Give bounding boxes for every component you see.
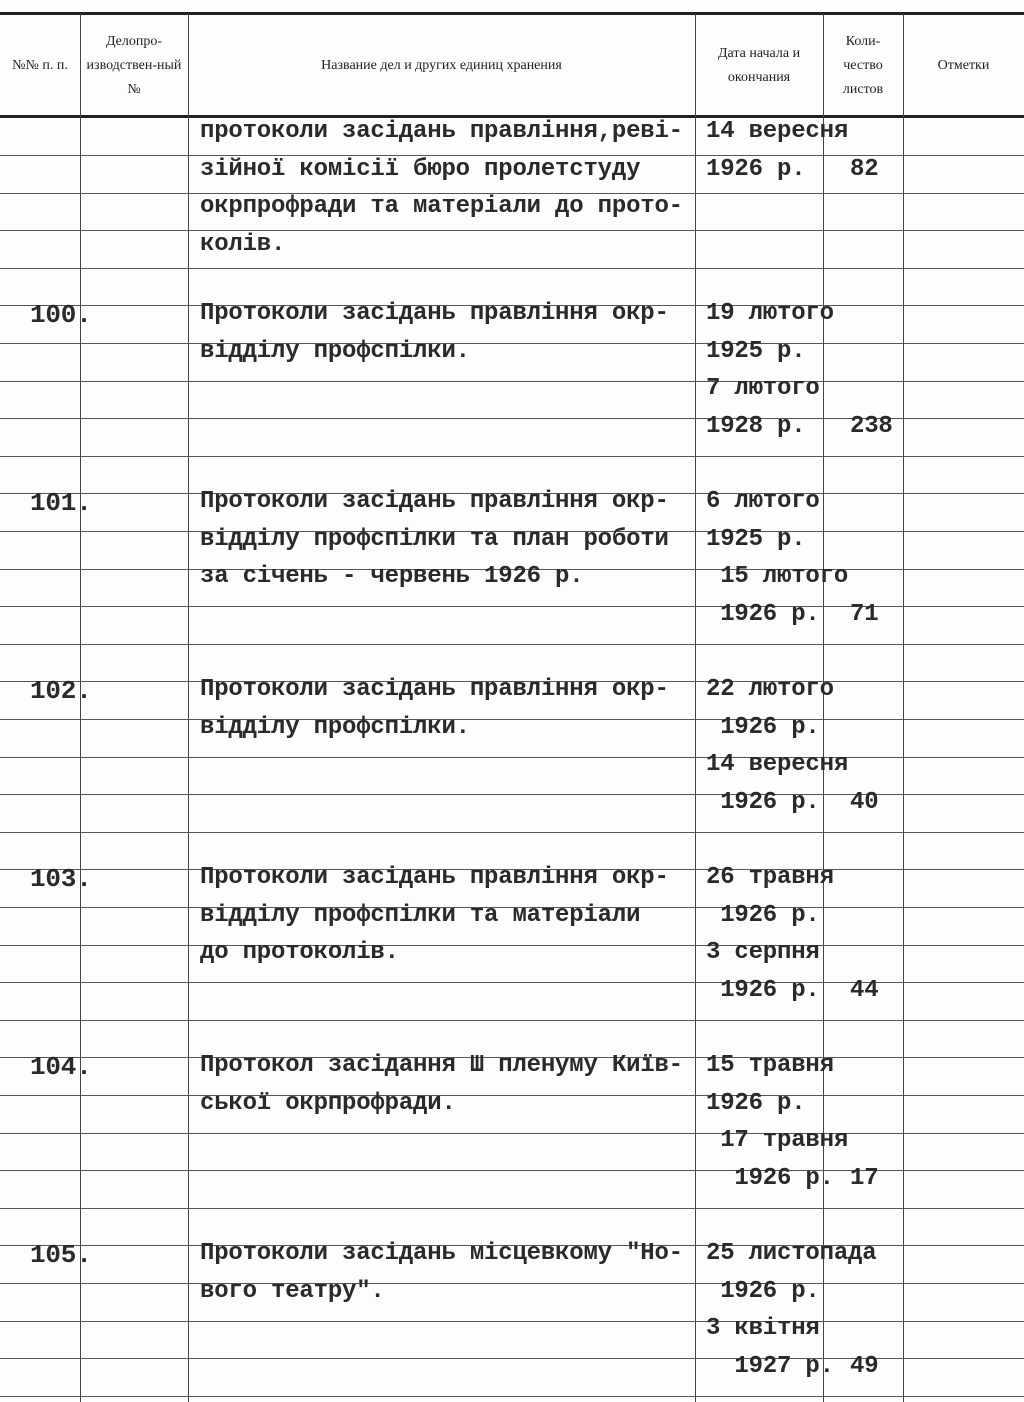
entry-sheet-count: 82 <box>850 156 879 183</box>
entry-date-line: 1926 р. <box>706 714 820 741</box>
header-sheet-count: Коли-чество листов <box>842 34 884 97</box>
header-office-number: Делопро-изводствен-ный № <box>86 34 182 97</box>
ruled-line <box>0 644 1024 645</box>
ruled-line <box>0 381 1024 382</box>
header-dates: Дата начала и окончания <box>717 46 801 85</box>
entry-number: 105. <box>30 1240 92 1270</box>
entry-date-line: 1926 р. <box>706 977 820 1004</box>
entry-title-line: протоколи засідань правління,реві- <box>200 118 683 145</box>
entry-date-line: 1926 р. <box>706 789 820 816</box>
entry-number: 103. <box>30 864 92 894</box>
entry-sheet-count: 71 <box>850 601 879 628</box>
entry-date-line: 1926 р. <box>706 902 820 929</box>
entry-number: 104. <box>30 1052 92 1082</box>
entry-title-line: Протоколи засідань правління окр- <box>200 300 669 327</box>
entry-title-line: вого театру". <box>200 1278 385 1305</box>
entry-title-line: Протоколи засідань правління окр- <box>200 676 669 703</box>
entry-date-line: 3 серпня <box>706 939 820 966</box>
header-top-rule <box>0 12 1024 15</box>
entry-title-line: відділу профспілки. <box>200 338 470 365</box>
ruled-line <box>0 832 1024 833</box>
header-title: Название дел и других единиц хранения <box>321 58 562 73</box>
entry-date-line: 7 лютого <box>706 375 820 402</box>
column-divider <box>188 14 189 1402</box>
ruled-line <box>0 1020 1024 1021</box>
entry-sheet-count: 40 <box>850 789 879 816</box>
entry-number: 101. <box>30 488 92 518</box>
header-number: №№ п. п. <box>12 58 68 73</box>
entry-date-line: 15 травня <box>706 1052 834 1079</box>
entry-title-line: окрпрофради та матеріали до прото- <box>200 193 683 220</box>
entry-date-line: 1926 р. <box>706 1165 834 1192</box>
entry-title-line: Протоколи засідань місцевкому "Но- <box>200 1240 683 1267</box>
ruled-line <box>0 1133 1024 1134</box>
ruled-line <box>0 1283 1024 1284</box>
entry-date-line: 14 вересня <box>706 118 849 145</box>
entry-date-line: 1927 р. <box>706 1353 834 1380</box>
entry-title-line: Протокол засідання Ш пленуму Київ- <box>200 1052 683 1079</box>
ruled-line <box>0 945 1024 946</box>
ruled-line <box>0 757 1024 758</box>
entry-sheet-count: 238 <box>850 413 893 440</box>
entry-number: 102. <box>30 676 92 706</box>
column-divider <box>80 14 81 1402</box>
ruled-line <box>0 1208 1024 1209</box>
column-divider <box>903 14 904 1402</box>
entry-date-line: 1925 р. <box>706 526 806 553</box>
entry-title-line: за січень - червень 1926 р. <box>200 563 584 590</box>
entry-date-line: 26 травня <box>706 864 834 891</box>
entry-title-line: відділу профспілки. <box>200 714 470 741</box>
ruled-line <box>0 719 1024 720</box>
ruled-line <box>0 268 1024 269</box>
entry-date-line: 17 травня <box>706 1127 849 1154</box>
entry-date-line: 1926 р. <box>706 156 806 183</box>
entry-date-line: 1926 р. <box>706 1090 806 1117</box>
ruled-line <box>0 1321 1024 1322</box>
entry-date-line: 1925 р. <box>706 338 806 365</box>
column-divider <box>695 14 696 1402</box>
entry-sheet-count: 49 <box>850 1353 879 1380</box>
ruled-line <box>0 1396 1024 1397</box>
ruled-line <box>0 230 1024 231</box>
entry-date-line: 22 лютого <box>706 676 834 703</box>
entry-number: 100. <box>30 300 92 330</box>
entry-sheet-count: 17 <box>850 1165 879 1192</box>
entry-title-line: відділу профспілки та матеріали <box>200 902 641 929</box>
entry-date-line: 14 вересня <box>706 751 849 778</box>
ruled-line <box>0 1095 1024 1096</box>
entry-date-line: 15 лютого <box>706 563 849 590</box>
entry-title-line: Протоколи засідань правління окр- <box>200 488 669 515</box>
entry-title-line: до протоколів. <box>200 939 399 966</box>
ruled-line <box>0 343 1024 344</box>
entry-date-line: 1926 р. <box>706 601 820 628</box>
entry-date-line: 19 лютого <box>706 300 834 327</box>
entry-title-line: відділу профспілки та план роботи <box>200 526 669 553</box>
entry-title-line: зійної комісії бюро пролетстуду <box>200 156 641 183</box>
entry-date-line: 1926 р. <box>706 1278 820 1305</box>
column-divider <box>823 14 824 1402</box>
entry-date-line: 1928 р. <box>706 413 806 440</box>
entry-date-line: 6 лютого <box>706 488 820 515</box>
entry-title-line: колів. <box>200 231 286 258</box>
entry-title-line: Протоколи засідань правління окр- <box>200 864 669 891</box>
entry-date-line: 3 квітня <box>706 1315 820 1342</box>
header-notes: Отметки <box>937 58 990 73</box>
entry-sheet-count: 44 <box>850 977 879 1004</box>
entry-title-line: ської окрпрофради. <box>200 1090 456 1117</box>
ruled-line <box>0 456 1024 457</box>
entry-date-line: 25 листопада <box>706 1240 877 1267</box>
